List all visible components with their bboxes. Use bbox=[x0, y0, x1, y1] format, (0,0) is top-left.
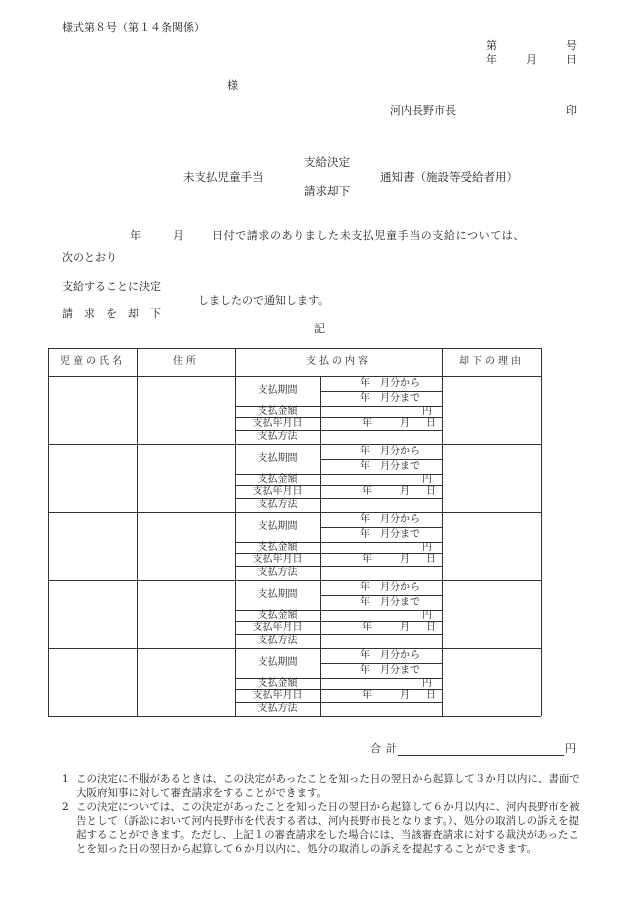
value-period-to: 年 月分まで bbox=[360, 393, 420, 404]
value-date-month: 月 bbox=[400, 418, 410, 429]
ki-marker: 記 bbox=[314, 322, 325, 335]
value-period-from: 年 月分から bbox=[360, 582, 420, 593]
table-row-rule bbox=[48, 716, 541, 717]
value-period-from: 年 月分から bbox=[360, 446, 420, 457]
value-date-day: 日 bbox=[426, 554, 436, 565]
label-payment-period: 支払期間 bbox=[257, 453, 298, 464]
decision-grant: 支給することに決定 bbox=[62, 280, 161, 293]
value-period-to: 年 月分まで bbox=[360, 597, 420, 608]
value-date-month: 月 bbox=[400, 622, 410, 633]
table-row-rule bbox=[48, 648, 541, 649]
label-payment-method: 支払方法 bbox=[257, 431, 298, 442]
period-split-rule bbox=[320, 527, 442, 528]
value-date-month: 月 bbox=[400, 690, 410, 701]
value-amount-yen: 円 bbox=[422, 610, 432, 621]
table-row-rule bbox=[48, 580, 541, 581]
label-payment-date: 支払年月日 bbox=[252, 690, 303, 701]
table-border-top bbox=[48, 348, 541, 349]
value-date-day: 日 bbox=[426, 690, 436, 701]
value-date-year: 年 bbox=[362, 418, 372, 429]
period-split-rule bbox=[320, 459, 442, 460]
label-payment-period: 支払期間 bbox=[257, 657, 298, 668]
value-period-to: 年 月分まで bbox=[360, 529, 420, 540]
value-date-day: 日 bbox=[426, 486, 436, 497]
issuer-seal: 印 bbox=[566, 104, 577, 117]
note-item bbox=[62, 772, 582, 800]
table-column-rule bbox=[48, 348, 49, 716]
label-payment-date: 支払年月日 bbox=[252, 418, 303, 429]
value-period-from: 年 月分から bbox=[360, 514, 420, 525]
value-date-month: 月 bbox=[400, 486, 410, 497]
total-underline bbox=[398, 755, 564, 756]
date-day: 日 bbox=[566, 53, 577, 66]
addressee-suffix: 様 bbox=[227, 79, 238, 92]
date-month: 月 bbox=[526, 53, 537, 66]
table-header-1: 住所 bbox=[173, 356, 199, 367]
total-label: 合計 bbox=[370, 742, 402, 755]
period-split-rule bbox=[320, 595, 442, 596]
period-split-rule bbox=[320, 391, 442, 392]
table-column-rule bbox=[442, 348, 443, 716]
value-amount-yen: 円 bbox=[422, 406, 432, 417]
value-amount-yen: 円 bbox=[422, 542, 432, 553]
label-payment-amount: 支払金額 bbox=[257, 678, 298, 689]
table-header-0: 児童の氏名 bbox=[60, 356, 125, 367]
label-payment-method: 支払方法 bbox=[257, 567, 298, 578]
body-year: 年 bbox=[130, 229, 141, 242]
label-payment-period: 支払期間 bbox=[257, 521, 298, 532]
body-line2: 次のとおり bbox=[62, 251, 117, 264]
value-period-to: 年 月分まで bbox=[360, 665, 420, 676]
title-right: 通知書（施設等受給者用） bbox=[380, 170, 518, 184]
content-sub-rule bbox=[320, 512, 321, 580]
title-left: 未支払児童手当 bbox=[183, 170, 264, 184]
issuer-name: 河内長野市長 bbox=[390, 104, 456, 117]
value-date-year: 年 bbox=[362, 690, 372, 701]
title-option-reject: 請求却下 bbox=[304, 184, 350, 198]
decision-suffix: しましたので通知します。 bbox=[198, 294, 330, 307]
table-column-rule bbox=[137, 348, 138, 716]
decision-reject: 請 求 を 却 下 bbox=[62, 307, 161, 320]
table-header-2: 支払の内容 bbox=[306, 356, 371, 367]
note-item bbox=[62, 800, 582, 856]
label-payment-amount: 支払金額 bbox=[257, 474, 298, 485]
value-amount-yen: 円 bbox=[422, 474, 432, 485]
value-period-to: 年 月分まで bbox=[360, 461, 420, 472]
label-payment-period: 支払期間 bbox=[257, 385, 298, 396]
label-payment-date: 支払年月日 bbox=[252, 486, 303, 497]
value-period-from: 年 月分から bbox=[360, 650, 420, 661]
value-date-year: 年 bbox=[362, 554, 372, 565]
ref-number-suffix: 号 bbox=[566, 39, 577, 52]
label-payment-period: 支払期間 bbox=[257, 589, 298, 600]
content-sub-rule bbox=[320, 580, 321, 648]
content-sub-rule bbox=[320, 376, 321, 444]
label-payment-amount: 支払金額 bbox=[257, 406, 298, 417]
label-payment-method: 支払方法 bbox=[257, 703, 298, 714]
value-amount-yen: 円 bbox=[422, 678, 432, 689]
value-date-month: 月 bbox=[400, 554, 410, 565]
notes-section bbox=[62, 772, 582, 856]
label-payment-amount: 支払金額 bbox=[257, 542, 298, 553]
table-header-3: 却下の理由 bbox=[459, 356, 524, 367]
label-payment-date: 支払年月日 bbox=[252, 622, 303, 633]
label-payment-method: 支払方法 bbox=[257, 635, 298, 646]
value-date-year: 年 bbox=[362, 486, 372, 497]
note-text: この決定に不服があるときは、この決定があったことを知った日の翌日から起算して３か月以内に、書面で大阪府知事に対して審査請求をすることができます。 bbox=[76, 773, 580, 799]
content-sub-rule bbox=[320, 444, 321, 512]
form-number: 様式第８号（第１４条関係） bbox=[62, 21, 205, 34]
note-text: この決定については、この決定があったことを知った日の翌日から起算して６か月以内に、河内長野市を被告として（訴訟において河内長野市を代表する者は、河内長野市長となります。）、処分の取消しの訴えを提起することができます。ただし、上記１の審査請求をした場合には、当該審査請求に対する裁決があったことを知った日の翌日から起算して６か月以内に、処分の取消しの訴えを提起することができます。 bbox=[76, 801, 580, 855]
value-date-day: 日 bbox=[426, 418, 436, 429]
table-header-rule bbox=[48, 376, 541, 377]
ref-number-prefix: 第 bbox=[486, 39, 497, 52]
period-split-rule bbox=[320, 663, 442, 664]
date-year: 年 bbox=[486, 53, 497, 66]
note-number: 1 bbox=[62, 773, 69, 785]
table-row-rule bbox=[48, 512, 541, 513]
table-row-rule bbox=[48, 444, 541, 445]
value-date-day: 日 bbox=[426, 622, 436, 633]
value-period-from: 年 月分から bbox=[360, 378, 420, 389]
body-month: 月 bbox=[173, 229, 184, 242]
content-sub-rule bbox=[320, 648, 321, 716]
note-number: 2 bbox=[62, 801, 69, 813]
total-yen: 円 bbox=[565, 742, 576, 755]
table-column-rule bbox=[541, 348, 542, 716]
label-payment-amount: 支払金額 bbox=[257, 610, 298, 621]
value-date-year: 年 bbox=[362, 622, 372, 633]
title-option-grant: 支給決定 bbox=[304, 155, 350, 169]
body-line1: 日付で請求のありました未支払児童手当の支給については、 bbox=[212, 229, 525, 242]
label-payment-method: 支払方法 bbox=[257, 499, 298, 510]
label-payment-date: 支払年月日 bbox=[252, 554, 303, 565]
